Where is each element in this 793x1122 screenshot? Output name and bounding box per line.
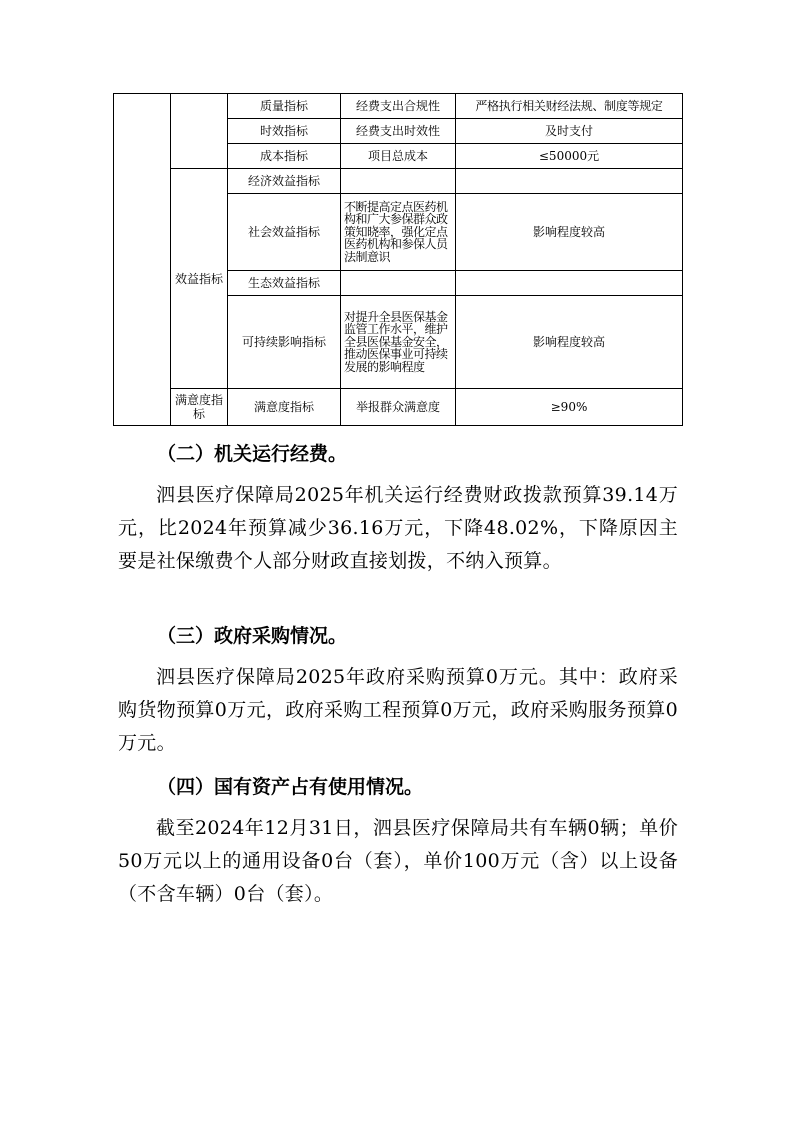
performance-indicator-table [113, 93, 683, 426]
level2-satisfaction-cell: 满意度指标 [171, 389, 228, 426]
table-row [114, 169, 683, 194]
value-cell [456, 271, 683, 296]
level3-cell: 生态效益指标 [228, 271, 341, 296]
level1-cell [114, 94, 171, 426]
indicator-cell [341, 271, 456, 296]
level3-cell: 社会效益指标 [228, 194, 341, 271]
table-row [114, 94, 683, 119]
section-heading-state-assets: （四）国有资产占有使用情况。 [157, 776, 424, 798]
level3-cell: 成本指标 [228, 144, 341, 169]
level3-cell: 经济效益指标 [228, 169, 341, 194]
level3-cell: 满意度指标 [228, 389, 341, 426]
indicator-cell: 项目总成本 [341, 144, 456, 169]
level3-cell: 可持续影响指标 [228, 296, 341, 389]
section-body-state-assets: 截至2024年12月31日，泗县医疗保障局共有车辆0辆；单价50万元以上的通用设备0台（套），单价100万元（含）以上设备（不含车辆）0台（套）。 [118, 817, 678, 905]
level2-cell [171, 94, 228, 169]
level3-cell: 时效指标 [228, 119, 341, 144]
section-body-procurement: 泗县医疗保障局2025年政府采购预算0万元。其中：政府采购货物预算0万元，政府采购工程预算0万元，政府采购服务预算0万元。 [118, 666, 678, 754]
level2-benefit-cell: 效益指标 [171, 169, 228, 389]
value-cell [456, 169, 683, 194]
level3-cell: 质量指标 [228, 94, 341, 119]
section-heading-procurement: （三）政府采购情况。 [157, 625, 348, 647]
value-cell: 影响程度较高 [456, 194, 683, 271]
value-cell: 及时支付 [456, 119, 683, 144]
value-cell: ≤50000元 [456, 144, 683, 169]
table-row [114, 389, 683, 426]
value-cell: 影响程度较高 [456, 296, 683, 389]
indicator-cell: 不断提高定点医药机构和广大参保群众政策知晓率，强化定点医药机构和参保人员法制意识 [341, 194, 456, 271]
indicator-cell [341, 169, 456, 194]
value-cell: 严格执行相关财经法规、制度等规定 [456, 94, 683, 119]
section-heading-admin-costs: （二）机关运行经费。 [157, 443, 348, 465]
indicator-cell: 举报群众满意度 [341, 389, 456, 426]
section-body-admin-costs: 泗县医疗保障局2025年机关运行经费财政拨款预算39.14万元，比2024年预算减少36.16万元，下降48.02%，下降原因主要是社保缴费个人部分财政直接划拨，不纳入预算。 [118, 484, 678, 572]
indicator-cell: 经费支出合规性 [341, 94, 456, 119]
indicator-cell: 对提升全县医保基金监管工作水平，维护全县医保基金安全，推动医保事业可持续发展的影响程度 [341, 296, 456, 389]
value-cell: ≥90% [456, 389, 683, 426]
indicator-cell: 经费支出时效性 [341, 119, 456, 144]
